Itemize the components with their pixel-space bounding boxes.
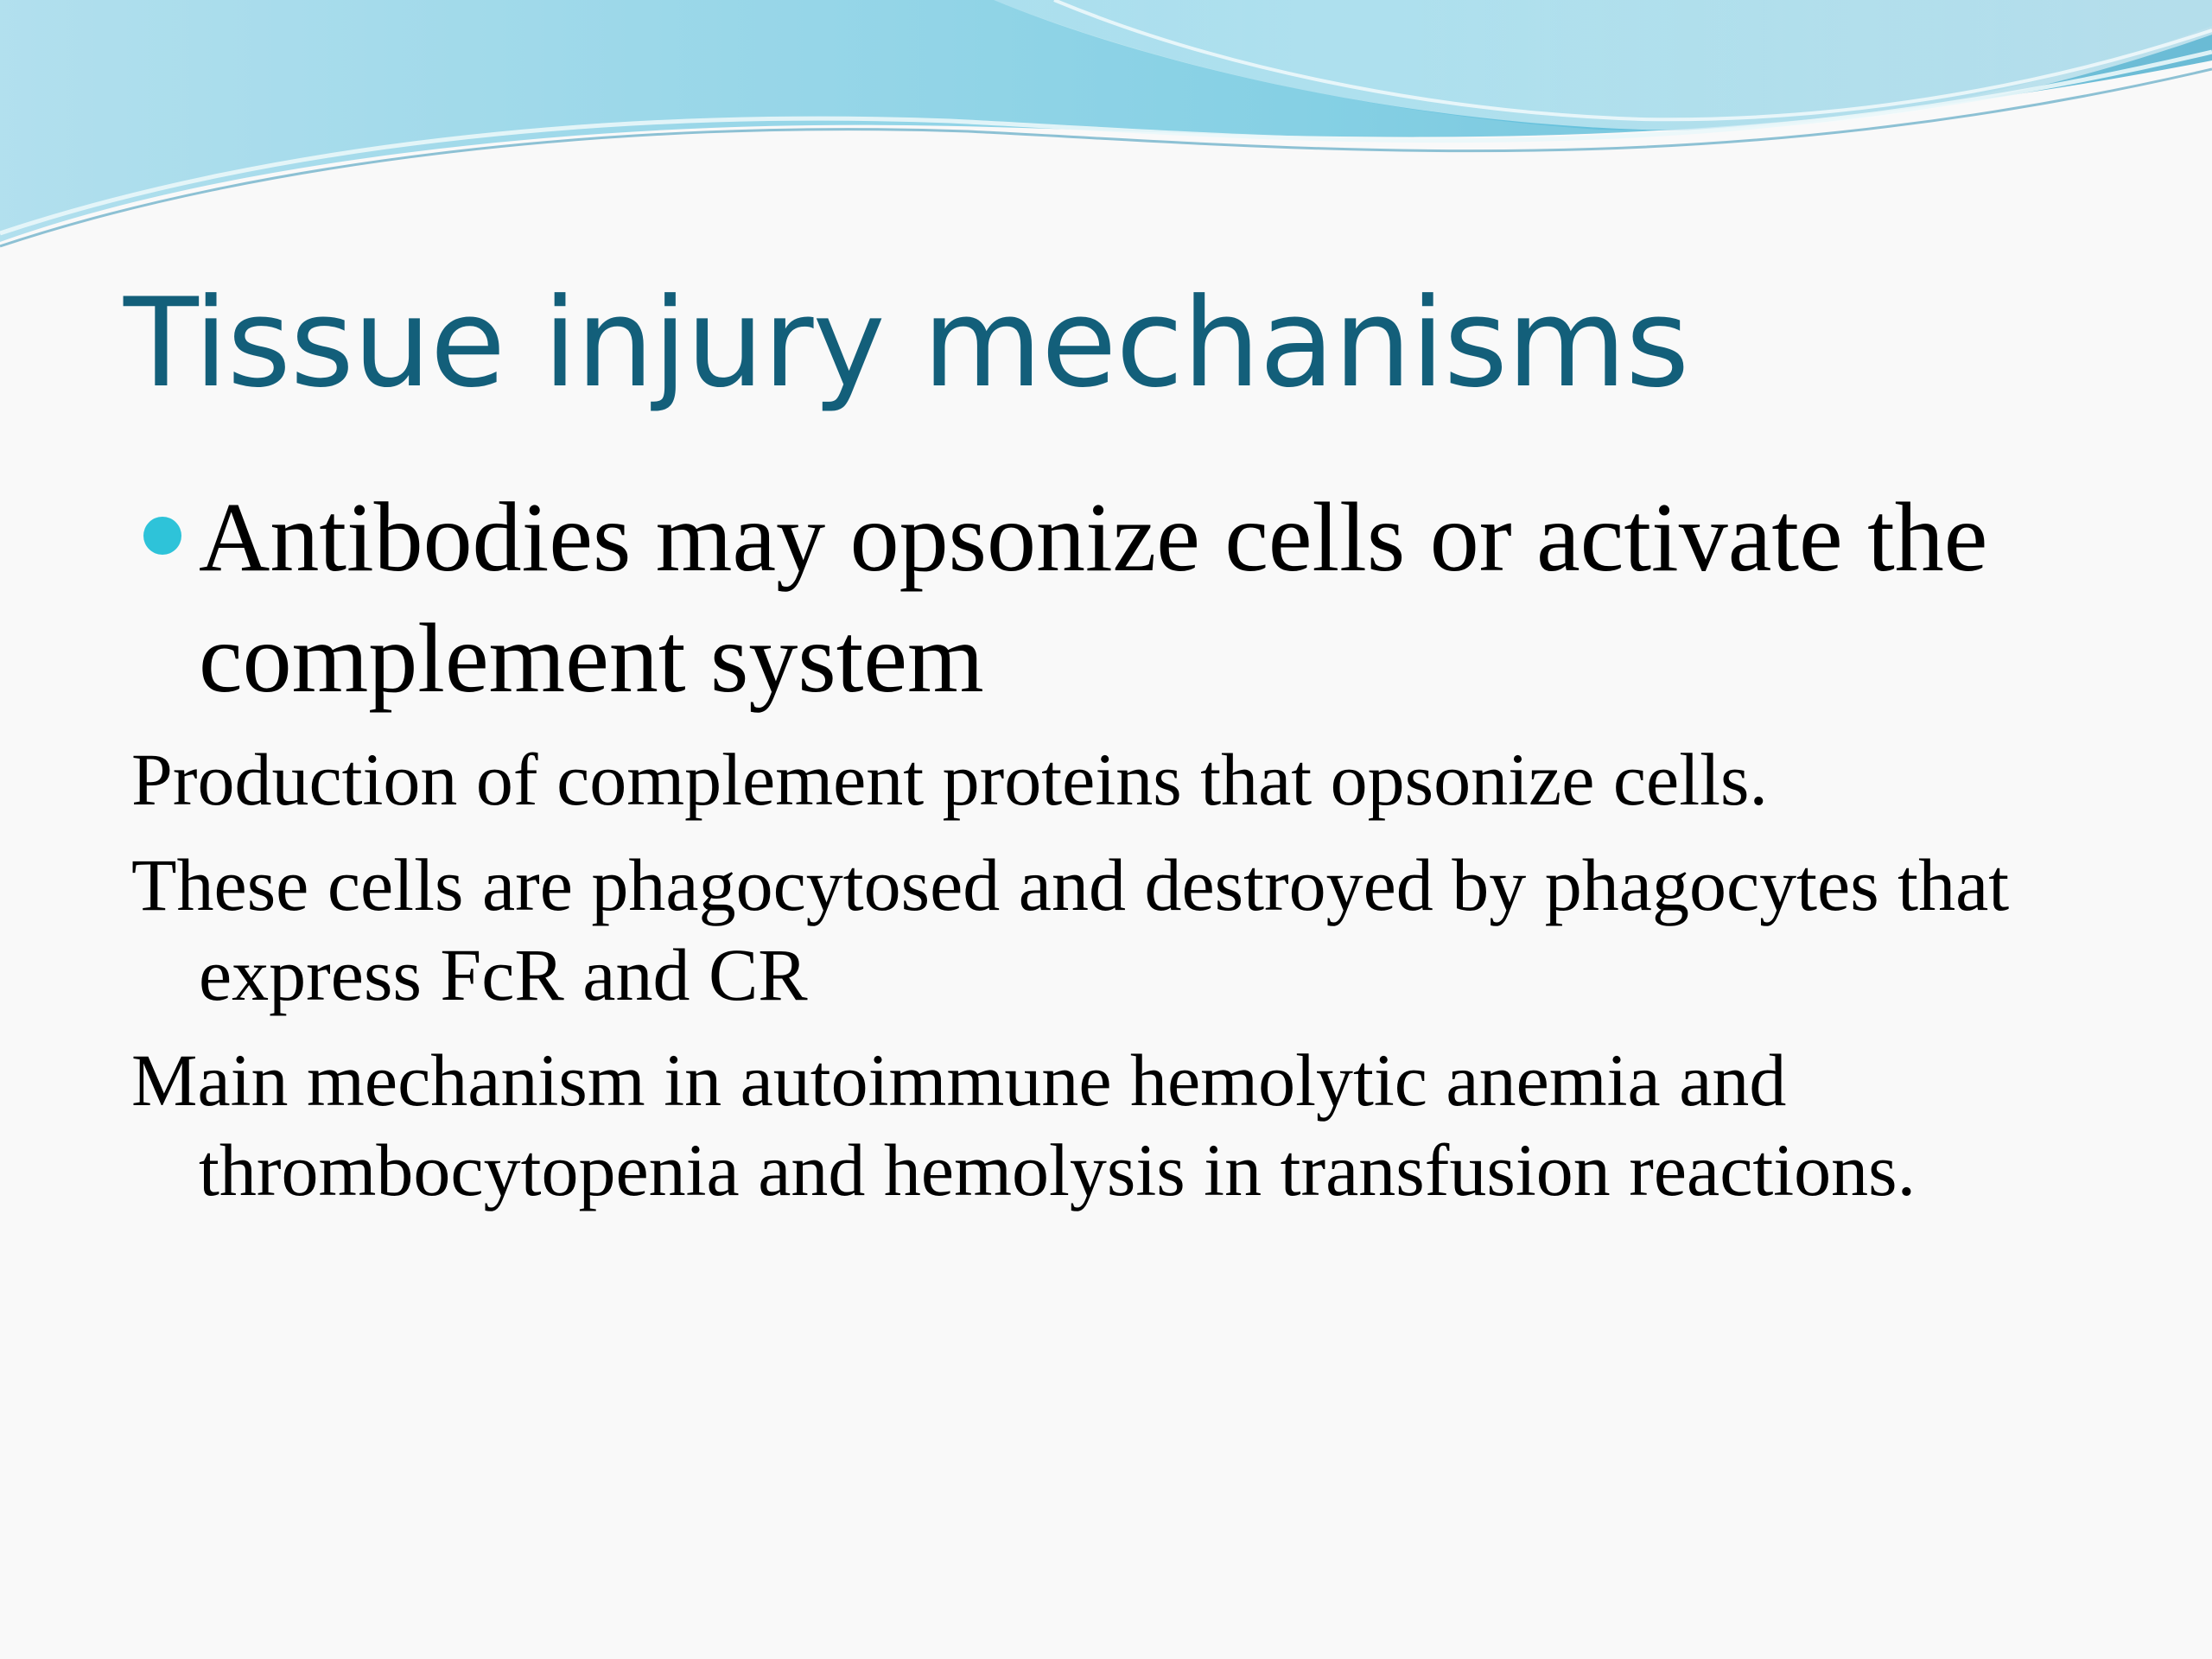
paragraph-main-mechanism: Main mechanism in autoimmune hemolytic anemia and thrombocytopenia and hemolysis in transfusion reactions. <box>131 1039 1916 1211</box>
paragraph-phagocytosis: These cells are phagocytosed and destroyed by phagocytes that express FcR and CR <box>131 843 2010 1016</box>
wave-header-decoration <box>0 0 2212 259</box>
bullet-dot-icon <box>143 517 181 555</box>
slide-title: Tissue injury mechanisms <box>124 272 1689 415</box>
paragraph-complement-production: Production of complement proteins that opsonize cells. <box>131 738 1768 821</box>
bullet-item <box>131 477 2110 719</box>
bullet-text: Antibodies may opsonize cells or activate the complement system <box>199 482 1988 713</box>
slide-body <box>131 477 2110 1230</box>
